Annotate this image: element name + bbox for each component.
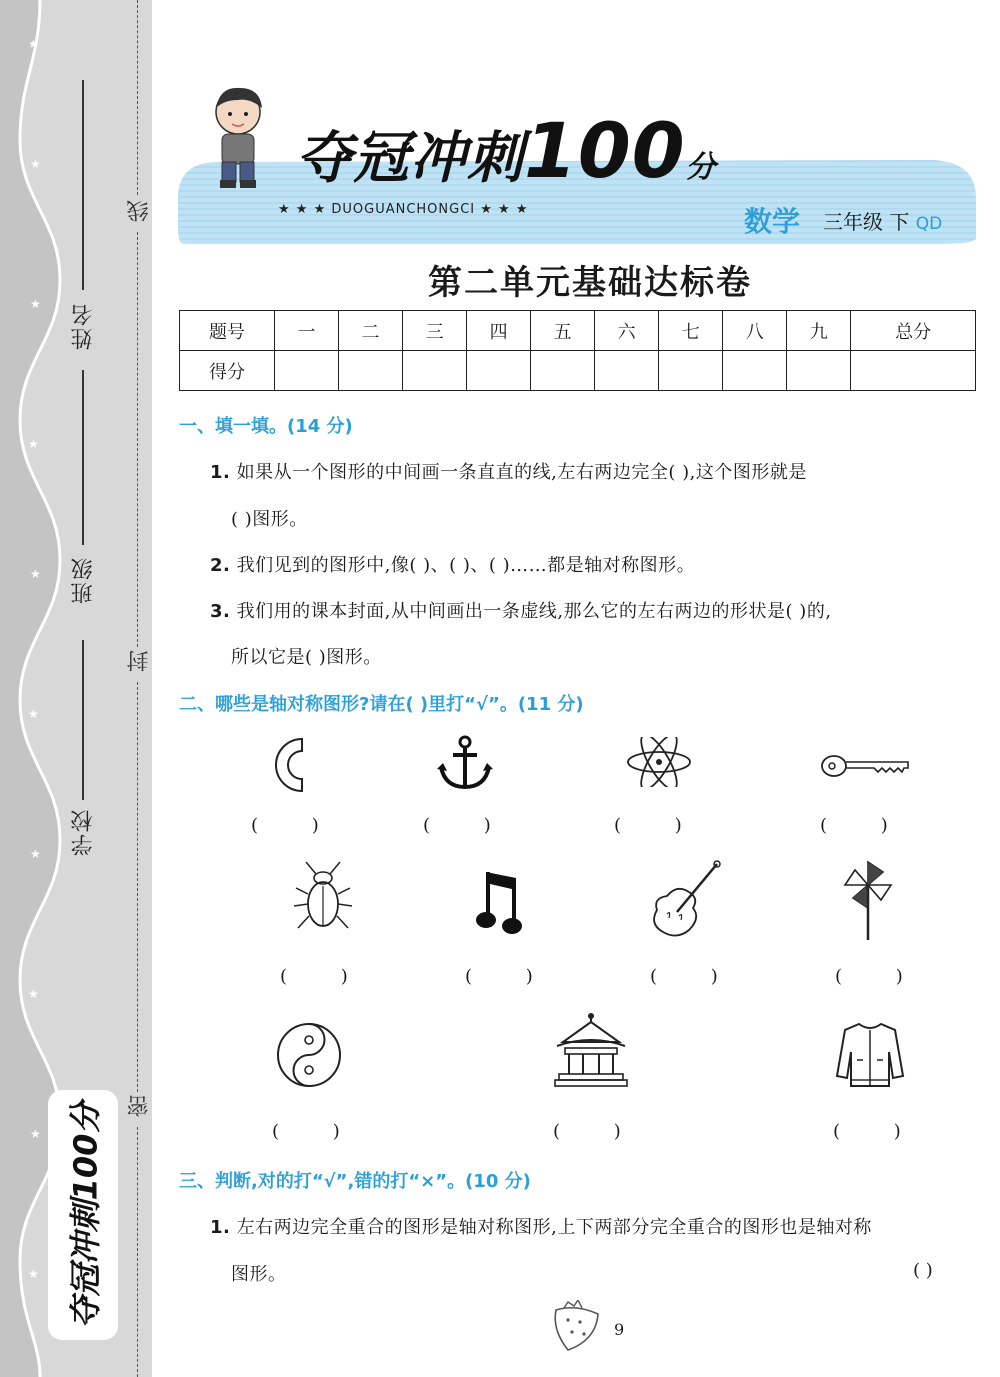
class-label: 班级 [71,556,96,604]
judgement-paren[interactable]: ( ) [913,1260,933,1281]
answer-paren[interactable]: ( ) [614,815,682,836]
table-cell: 一 [275,311,339,351]
table-cell: 七 [659,311,723,351]
score-input-cell[interactable] [851,351,976,391]
cut-mark-seal: 封 [127,650,152,672]
svg-text:★: ★ [28,987,39,1001]
svg-text:★: ★ [28,437,39,451]
score-input-cell[interactable] [275,351,339,391]
key-icon [820,752,912,780]
s1-question-1-cont: ( )图形。 [231,509,308,530]
table-cell: 三 [403,311,467,351]
anchor-icon [435,735,495,791]
atom-icon [626,737,692,787]
class-blank-line [82,370,84,545]
table-cell: 八 [723,311,787,351]
s1-question-3: 3. 我们用的课本封面,从中间画出一条虚线,那么它的左右两边的形状是( )的, [210,601,832,622]
jacket-icon [835,1020,905,1090]
cut-line-segment [137,0,138,195]
score-input-cell[interactable] [403,351,467,391]
svg-text:★: ★ [30,1127,41,1141]
svg-text:★: ★ [28,707,39,721]
s3-question-1: 1. 左右两边完全重合的图形是轴对称图形,上下两部分完全重合的图形也是轴对称 [210,1217,872,1238]
music-note-icon [476,868,526,934]
school-blank-line [82,640,84,800]
table-cell: 四 [467,311,531,351]
answer-paren[interactable]: ( ) [553,1121,621,1142]
name-label: 姓名 [71,302,96,350]
section1-heading: 一、填一填。(14 分) [179,416,353,437]
cut-line-segment [137,682,138,1092]
answer-paren[interactable]: ( ) [423,815,491,836]
strawberry-icon [548,1300,604,1352]
score-input-cell[interactable] [787,351,851,391]
half-ring-icon [270,735,310,795]
answer-paren[interactable]: ( ) [650,966,718,987]
subject-label: 数学 [744,205,801,238]
score-table [179,310,976,391]
answer-paren[interactable]: ( ) [272,1121,340,1142]
boy-mascot-icon [200,82,280,192]
s3-question-1-cont: 图形。 [231,1264,287,1285]
binding-strip [0,0,152,1377]
answer-paren[interactable]: ( ) [280,966,348,987]
answer-paren[interactable]: ( ) [465,966,533,987]
side-brand-logo: 夺冠冲刺100分 [48,1090,118,1340]
cut-mark-line: 线 [127,200,152,222]
svg-text:★: ★ [28,37,39,51]
section2-heading: 二、哪些是轴对称图形?请在( )里打“√”。(11 分) [179,694,584,715]
answer-paren[interactable]: ( ) [835,966,903,987]
table-cell: 总分 [851,311,976,351]
score-input-cell[interactable] [723,351,787,391]
table-cell: 九 [787,311,851,351]
svg-text:★: ★ [30,157,41,171]
pavilion-icon [553,1012,629,1088]
cut-line-segment [137,1127,138,1377]
s1-question-1: 1. 如果从一个图形的中间画一条直直的线,左右两边完全( ),这个图形就是 [210,462,807,483]
table-row [180,311,976,351]
brand-title: 夺冠冲刺100分 [296,106,717,195]
school-label: 学校 [71,808,96,856]
svg-text:★: ★ [30,847,41,861]
answer-paren[interactable]: ( ) [251,815,319,836]
page-number: 9 [614,1320,625,1339]
table-row [180,351,976,391]
score-input-cell[interactable] [595,351,659,391]
violin-icon [645,858,725,940]
edition-label: QD [915,214,943,234]
table-cell: 题号 [180,311,275,351]
score-input-cell[interactable] [467,351,531,391]
score-input-cell[interactable] [659,351,723,391]
score-input-cell[interactable] [339,351,403,391]
section3-heading: 三、判断,对的打“√”,错的打“×”。(10 分) [179,1171,531,1192]
yin-yang-icon [276,1022,342,1088]
score-input-cell[interactable] [531,351,595,391]
grade-label: 三年级 下 QD [823,210,943,234]
table-cell: 五 [531,311,595,351]
answer-paren[interactable]: ( ) [820,815,888,836]
svg-text:★: ★ [30,297,41,311]
answer-paren[interactable]: ( ) [833,1121,901,1142]
cut-mark-secret: 密 [127,1095,152,1117]
table-cell: 二 [339,311,403,351]
s1-question-2: 2. 我们见到的图形中,像( )、( )、( )……都是轴对称图形。 [210,555,696,576]
svg-text:★: ★ [28,1267,39,1281]
pinwheel-icon [843,860,893,942]
beetle-icon [292,860,354,934]
table-cell: 得分 [180,351,275,391]
s1-question-3-cont: 所以它是( )图形。 [231,647,382,668]
svg-text:★: ★ [30,567,41,581]
page-title: 第二单元基础达标卷 [428,263,752,303]
brand-subtitle: ★ ★ ★ DUOGUANCHONGCI ★ ★ ★ [278,202,529,217]
table-cell: 六 [595,311,659,351]
header-banner [178,80,978,250]
